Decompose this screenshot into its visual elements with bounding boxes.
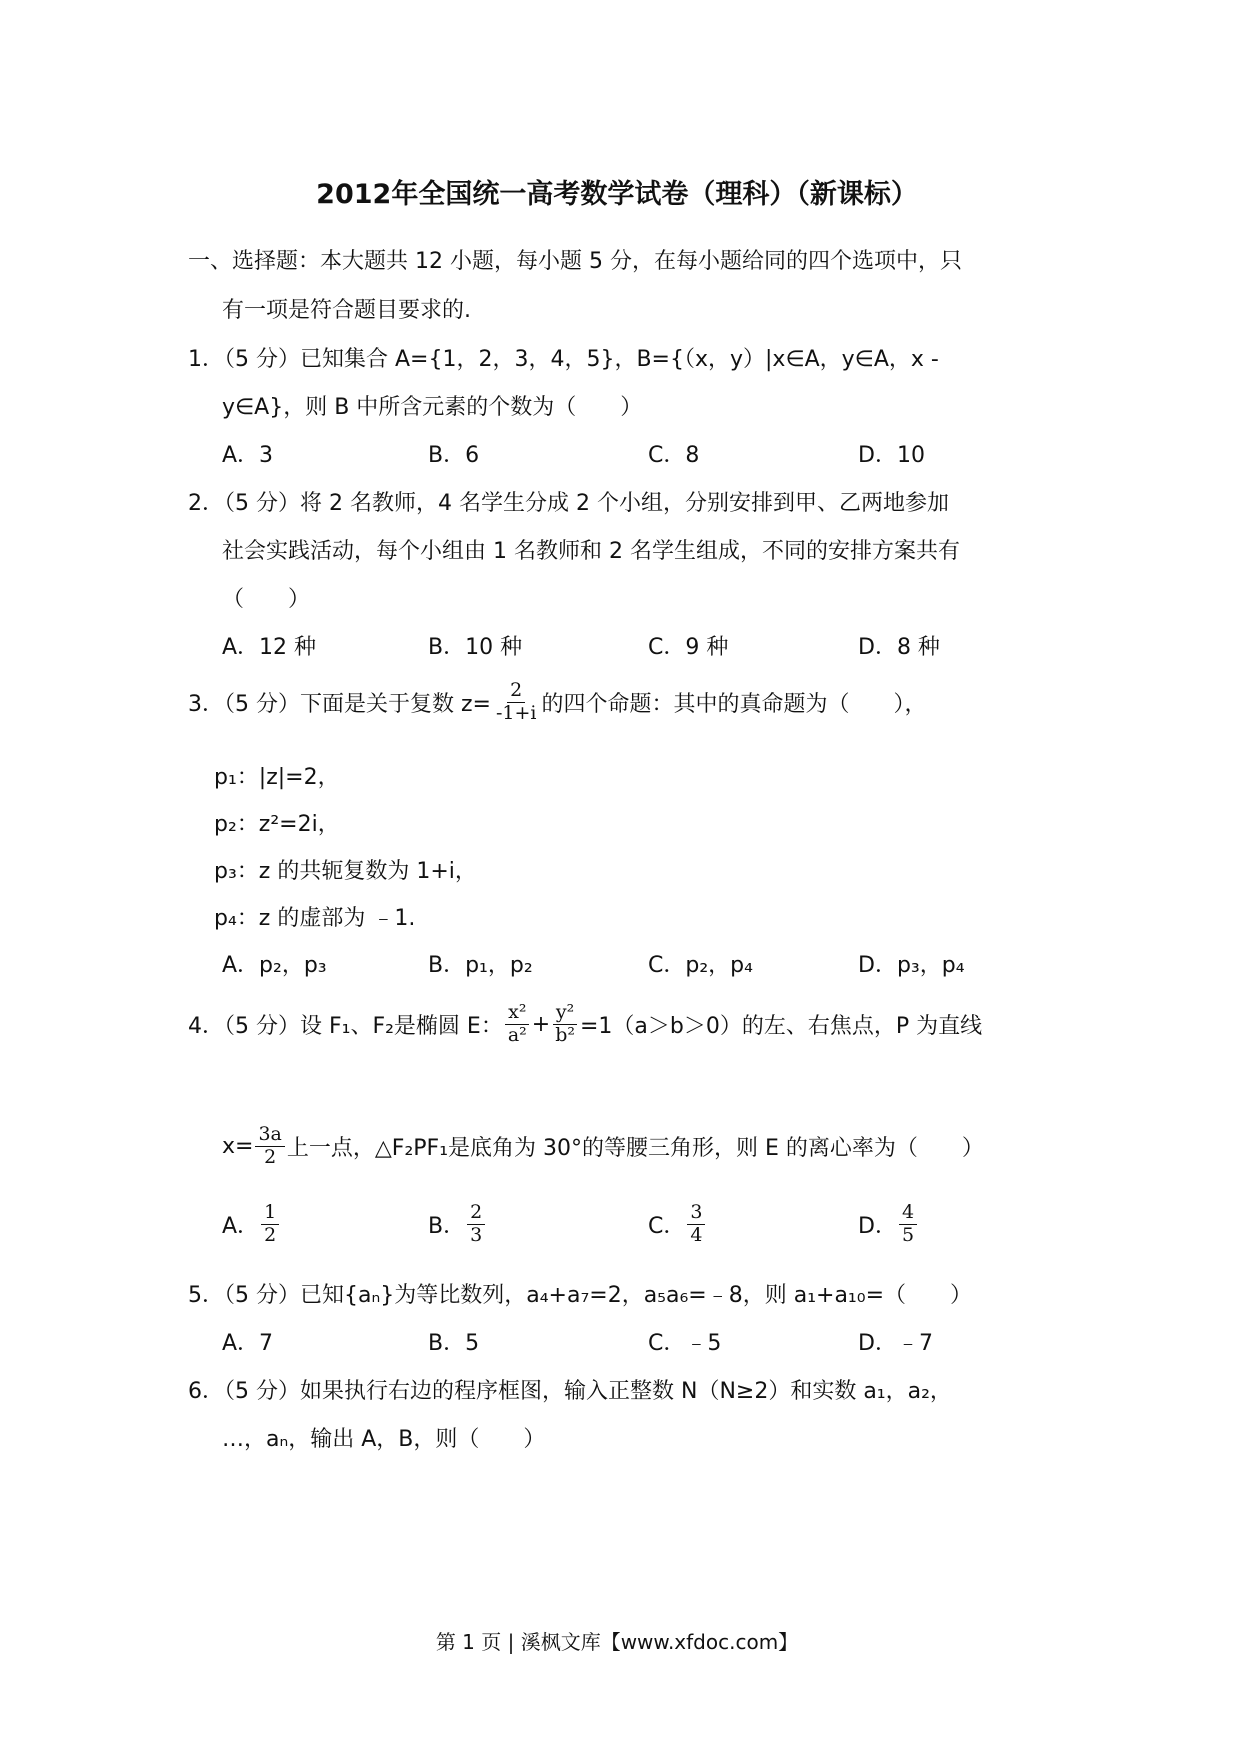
option-a: A．3 [222,443,274,468]
question-2-text: 2．（5 分）将 2 名教师，4 名学生分成 2 个小组，分别安排到甲、乙两地参加 [188,491,949,516]
page-footer: 第 1 页 | 溪枫文库【www.xfdoc.com】 [435,1630,799,1654]
option-label: C． [648,1213,686,1239]
option-a: A．12 种 [222,635,317,660]
question-1-text: 1．（5 分）已知集合 A={1，2，3，4，5}，B={（x，y）|x∈A，y∈A，x - [188,347,939,372]
option-d: D．10 [858,443,925,468]
question-3-prefix: 3．（5 分）下面是关于复数 z= [188,691,491,717]
option-d: D．8 种 [858,635,940,660]
fraction [493,680,540,725]
fraction-denominator: a² [507,1023,527,1046]
question-6-text-cont: …，aₙ，输出 A，B，则（ ） [222,1427,546,1452]
proposition-p2: p₂：z²=2i， [214,812,340,837]
option-c: C．﹣5 [648,1331,722,1356]
fraction [255,1124,284,1169]
option-label: A． [222,1213,260,1239]
fraction-denominator: -1+i [495,701,537,724]
fraction [899,1202,917,1247]
option-label: B． [428,1213,466,1239]
question-4-suffix: =1（a＞b＞0）的左、右焦点，P 为直线 [580,1013,983,1039]
fraction-numerator: 2 [507,680,525,703]
fraction-denominator: 2 [264,1145,277,1168]
option-c: C．8 [648,443,700,468]
proposition-p1: p₁：|z|=2， [214,765,340,790]
question-2-text-cont2: （ ） [222,587,311,612]
fraction-numerator: 4 [899,1202,917,1225]
question-2-text-cont: 社会实践活动，每个小组由 1 名教师和 2 名学生组成，不同的安排方案共有 [222,539,960,564]
fraction [552,1002,578,1047]
section-heading-cont: 有一项是符合题目要求的. [222,298,471,323]
option-d: D．p₃，p₄ [858,953,965,978]
question-4-line2-prefix: x= [222,1133,254,1159]
fraction [467,1202,485,1247]
fraction-numerator: 2 [467,1202,485,1225]
option-a: A．7 [222,1331,274,1356]
fraction-numerator: x² [505,1002,529,1025]
option-d: D．﹣7 [858,1331,933,1356]
option-b: B．5 [428,1331,480,1356]
fraction-numerator: 3 [687,1202,705,1225]
section-heading: 一、选择题：本大题共 12 小题，每小题 5 分，在每小题给同的四个选项中，只 [188,249,962,274]
question-4-line2-suffix: 上一点，△F₂PF₁是底角为 30°的等腰三角形，则 E 的离心率为（ ） [286,1135,984,1161]
option-b [428,1202,487,1247]
fraction-numerator: 3a [255,1124,284,1147]
proposition-p4: p₄：z 的虚部为 ﹣1. [214,906,416,931]
page-title: 2012年全国统一高考数学试卷（理科）（新课标） [316,179,918,210]
proposition-p3: p₃：z 的共轭复数为 1+i， [214,859,477,884]
option-b: B．6 [428,443,480,468]
question-4-prefix: 4．（5 分）设 F₁、F₂是椭圆 E： [188,1013,503,1039]
fraction [687,1202,705,1247]
question-3-text [188,680,927,725]
fraction-denominator: b² [555,1023,575,1046]
fraction-denominator: 4 [690,1223,703,1246]
option-c: C．9 种 [648,635,729,660]
option-a: A．p₂，p₃ [222,953,327,978]
fraction [505,1002,530,1047]
fraction-numerator: y² [553,1002,577,1025]
question-4-text-cont [222,1124,984,1169]
fraction-denominator: 5 [901,1223,915,1246]
fraction-denominator: 2 [264,1223,277,1246]
question-1-text-cont: y∈A}，则 B 中所含元素的个数为（ ） [222,395,643,420]
question-5-text: 5．（5 分）已知{aₙ}为等比数列，a₄+a₇=2，a₅a₆=﹣8，则 a₁+a₁₀=（ ） [188,1283,973,1308]
option-b: B．10 种 [428,635,523,660]
question-6-text: 6．（5 分）如果执行右边的程序框图，输入正整数 N（N≥2）和实数 a₁，a₂， [188,1379,952,1404]
fraction-denominator: 3 [470,1223,483,1246]
option-c: C．p₂，p₄ [648,953,753,978]
question-3-suffix: 的四个命题：其中的真命题为（ ）， [541,691,927,717]
option-b: B．p₁，p₂ [428,953,533,978]
option-label: D． [858,1213,897,1239]
option-d [858,1202,919,1247]
fraction [261,1202,279,1247]
option-c [648,1202,707,1247]
plus-sign: + [531,1011,551,1037]
option-a [222,1202,281,1247]
question-4-text [188,1002,982,1047]
fraction-numerator: 1 [261,1202,279,1225]
